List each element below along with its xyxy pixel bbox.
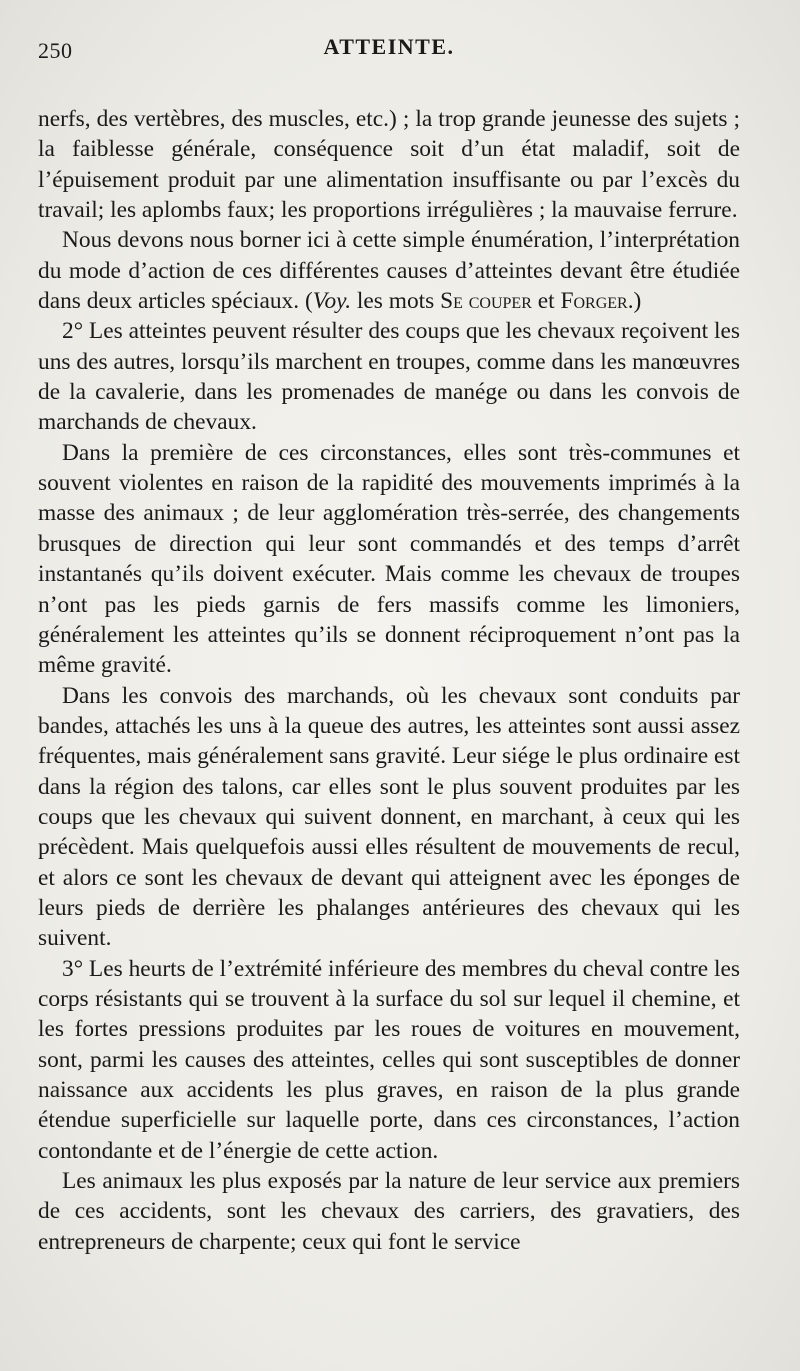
paragraph-continuation: nerfs, des vertèbres, des muscles, etc.) ; la trop grande jeunesse des sujets ; la faiblesse générale, conséquence soit d’un état maladif, soit de l’épuisement produit par une alimentation insuffisante ou par l’excès du travail; les aplombs faux; les proportions irrégulières ; la mauvaise ferrure. [38, 106, 740, 224]
paragraph-cause-2: 2° Les atteintes peuvent résulter des coups que les chevaux reçoivent les uns des autres, lorsqu’ils marchent en troupes, comme dans les manœuvres de la cavalerie, dans les promenades de manége ou dans les convois de marchands de chevaux. [38, 318, 740, 436]
paragraph-text: Nous devons nous borner ici à cette simple énumération, l’interprétation du mode d’action de ces différentes causes d’atteintes devant être étudiée dans deux articles spéciaux. ( [38, 227, 740, 315]
page-header [38, 30, 740, 70]
voy-abbreviation: Voy. [312, 288, 352, 315]
paragraph-merchant-convoys: Dans les convois des marchands, où les chevaux sont conduits par bandes, attachés les uns à la queue des autres, les atteintes sont aussi assez fréquentes, mais généralement sans gravité. Leur siége le plus ordinaire est dans la région des talons, car elles sont le plus souvent produites par les coups que les chevaux qui suivent donnent, en marchant, à ceux qui les précèdent. Mais quelquefois aussi elles résultent de mouvements de recul, et alors ce sont les chevaux de devant qui atteignent avec les éponges de leurs pieds de derrière les phalanges antérieures des chevaux qui les suivent. [38, 682, 740, 952]
paragraph-exposed-animals: Les animaux les plus exposés par la nature de leur service aux premiers de ces accidents, sont les chevaux des carriers, des gravatiers, des entrepreneurs de charpente; ceux qui font le service [38, 1168, 740, 1255]
paragraph-enumeration-note [38, 225, 740, 316]
cross-reference-forger: Forger [560, 288, 628, 315]
paragraph-text: les mots [351, 288, 441, 315]
paragraph-text: et [531, 288, 561, 315]
paragraph-cavalry: Dans la première de ces circonstances, elles sont très-communes et souvent violentes en raison de la rapidité des mouvements imprimés à la masse des animaux ; de leur agglomération très-serrée, des changements brusques de direction qui leur sont commandés et des temps d’arrêt instantanés qu’ils doivent exécuter. Mais comme les chevaux de troupes n’ont pas les pieds garnis de fers massifs comme les limoniers, généralement les atteintes qu’ils se donnent réciproquement n’ont pas la même gravité. [38, 439, 740, 679]
paragraph-cause-3: 3° Les heurts de l’extrémité inférieure des membres du cheval contre les corps résistants qui se trouvent à la surface du sol sur lequel il chemine, et les fortes pressions produites par les roues de voitures en mouvement, sont, parmi les causes des atteintes, celles qui sont susceptibles de donner naissance aux accidents les plus graves, en raison de la plus grande étendue superficielle sur laquelle porte, dans ces circonstances, l’action contondante et de l’énergie de cette action. [38, 955, 740, 1164]
running-title: ATTEINTE. [323, 34, 455, 59]
cross-reference-se-couper: Se couper [440, 288, 532, 315]
body-text [38, 104, 740, 1257]
page-number: 250 [38, 38, 73, 63]
paragraph-text: .) [627, 288, 642, 315]
